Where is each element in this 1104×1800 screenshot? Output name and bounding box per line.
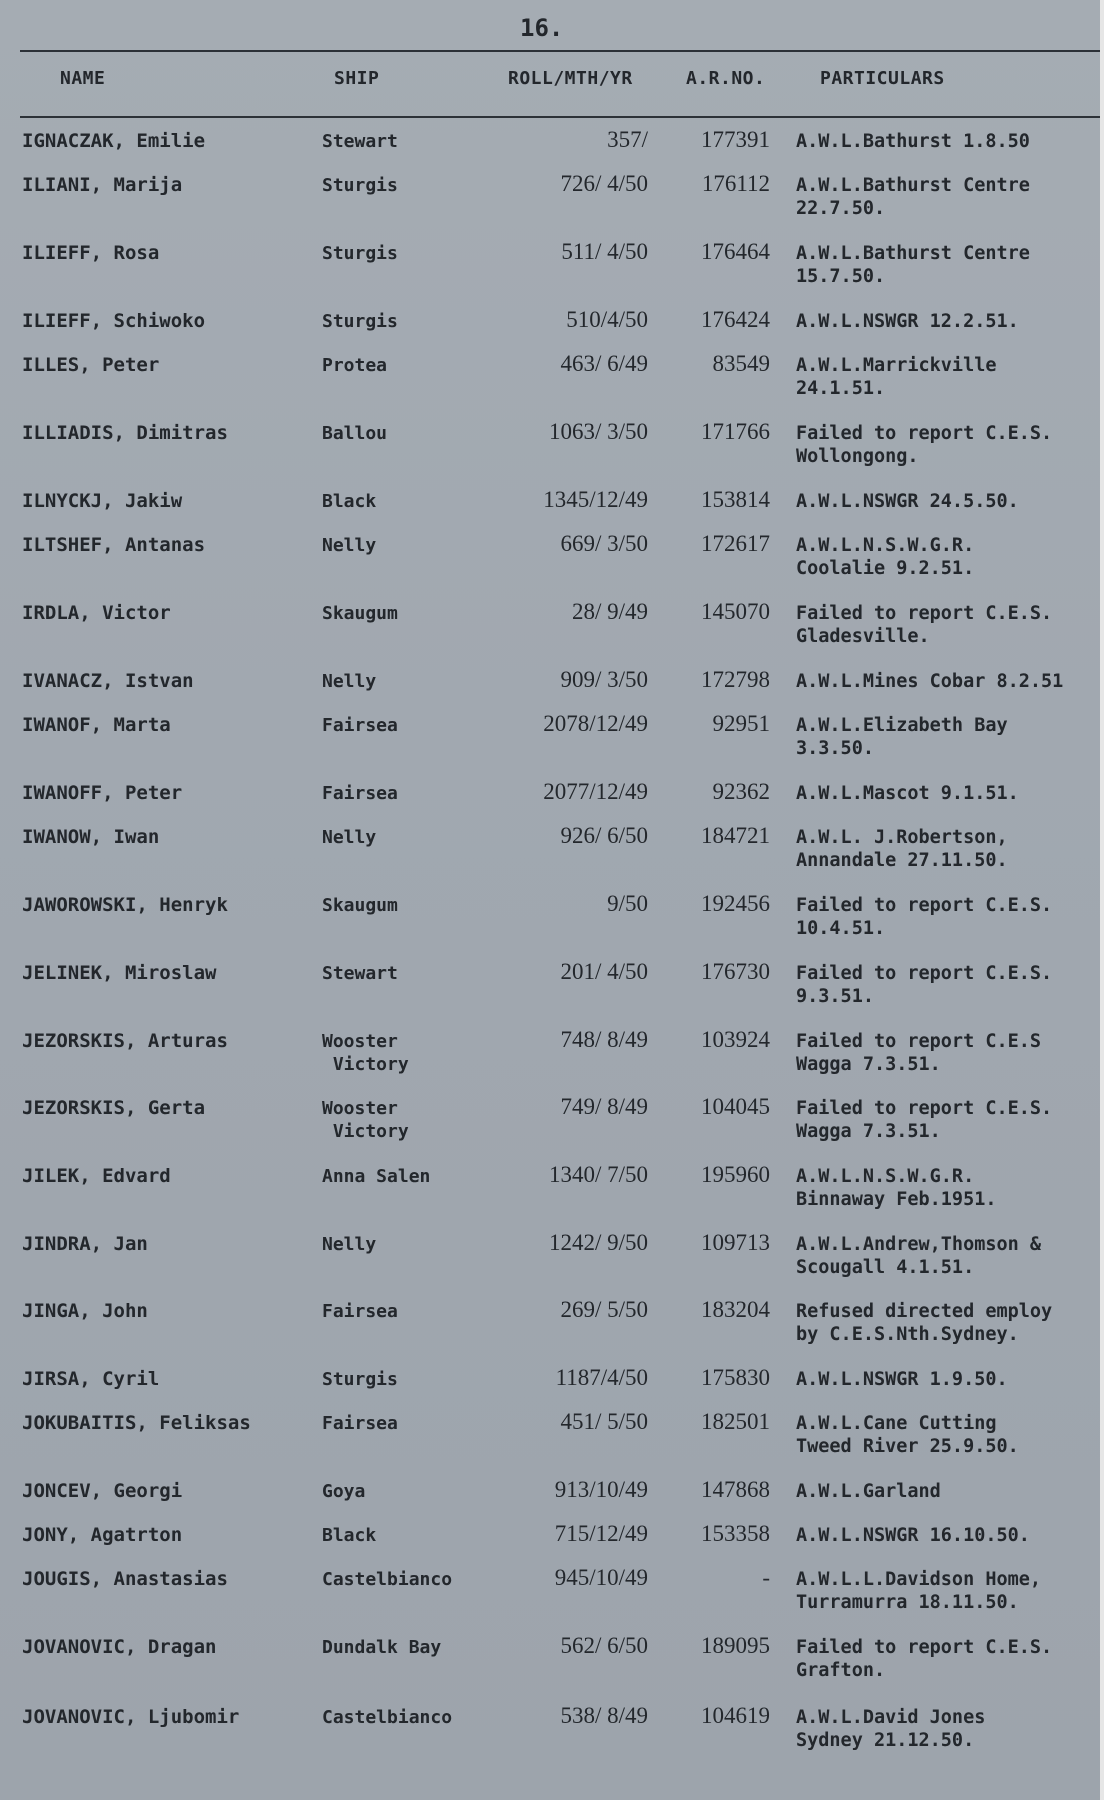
row-roll: 538/ 8/49	[560, 1703, 648, 1728]
row-ship: Wooster Victory	[322, 1031, 409, 1075]
table-row	[0, 1162, 1104, 1231]
row-ar-no: 104619	[701, 1703, 770, 1728]
row-roll: 269/ 5/50	[560, 1297, 648, 1322]
row-ship: Wooster Victory	[322, 1098, 409, 1142]
row-name: ILNYCKJ, Jakiw	[22, 490, 183, 512]
row-roll: 749/ 8/49	[560, 1094, 648, 1119]
header-rule	[20, 116, 1100, 118]
page-number: 16.	[520, 14, 564, 42]
row-ar-no: 189095	[701, 1633, 770, 1658]
row-ship: Nelly	[322, 535, 377, 556]
row-particulars: A.W.L.Bathurst 1.8.50	[796, 131, 1030, 152]
header-name: NAME	[60, 68, 106, 89]
row-ar-no: 176730	[701, 959, 770, 984]
header-ar-no: A.R.NO.	[686, 68, 766, 89]
row-roll: 562/ 6/50	[560, 1633, 648, 1658]
row-particulars: A.W.L.Bathurst Centre 22.7.50.	[796, 175, 1030, 219]
table-row	[0, 1565, 1104, 1634]
header-ship: SHIP	[334, 68, 380, 89]
row-ship: Skaugum	[322, 603, 398, 624]
row-particulars: Failed to report C.E.S. Wagga 7.3.51.	[796, 1098, 1053, 1142]
row-particulars: Failed to report C.E.S Wagga 7.3.51.	[796, 1031, 1042, 1075]
row-name: JELINEK, Miroslaw	[22, 962, 217, 984]
row-ar-no: 182501	[701, 1409, 770, 1434]
row-particulars: A.W.L.L.Davidson Home, Turramurra 18.11.50.	[796, 1569, 1042, 1613]
row-name: JAWOROWSKI, Henryk	[22, 894, 228, 916]
row-name: JOVANOVIC, Ljubomir	[22, 1706, 240, 1728]
row-ar-no: 153358	[701, 1521, 770, 1546]
row-name: IWANOFF, Peter	[22, 782, 183, 804]
row-roll: 463/ 6/49	[560, 351, 648, 376]
row-ship: Stewart	[322, 131, 398, 152]
row-ship: Protea	[322, 355, 388, 376]
row-particulars: A.W.L.N.S.W.G.R. Coolalie 9.2.51.	[796, 535, 975, 579]
row-ar-no: 171766	[701, 419, 770, 444]
row-ar-no: 172798	[701, 667, 770, 692]
row-particulars: A.W.L.Garland	[796, 1481, 941, 1502]
row-roll: 510/4/50	[566, 307, 648, 332]
row-roll: 357/	[607, 127, 648, 152]
table-row	[0, 711, 1104, 780]
row-name: JONY, Agatrton	[22, 1524, 183, 1546]
row-roll: 1063/ 3/50	[548, 419, 648, 444]
table-row	[0, 1633, 1104, 1702]
row-ar-no: 92362	[712, 779, 770, 804]
row-ar-no: 176112	[701, 171, 770, 196]
table-row	[0, 351, 1104, 420]
row-ship: Sturgis	[322, 311, 398, 332]
row-name: JONCEV, Georgi	[22, 1480, 183, 1502]
row-roll: 1242/ 9/50	[548, 1230, 648, 1255]
row-ship: Ballou	[322, 423, 388, 444]
row-name: IGNACZAK, Emilie	[22, 130, 206, 152]
row-particulars: A.W.L.Cane Cutting Tweed River 25.9.50.	[796, 1413, 1019, 1457]
row-ar-no: 183204	[701, 1297, 770, 1322]
row-roll: 511/ 4/50	[561, 239, 648, 264]
row-particulars: A.W.L.Elizabeth Bay 3.3.50.	[796, 715, 1008, 759]
row-ship: Castelbianco	[322, 1707, 453, 1728]
row-ar-no: -	[762, 1565, 770, 1590]
row-roll: 909/ 3/50	[560, 667, 648, 692]
row-particulars: A.W.L.NSWGR 1.9.50.	[796, 1369, 1008, 1390]
row-roll: 726/ 4/50	[560, 171, 648, 196]
row-ship: Sturgis	[322, 243, 398, 264]
row-ar-no: 153814	[701, 487, 770, 512]
row-ar-no: 147868	[701, 1477, 770, 1502]
row-name: JOUGIS, Anastasias	[22, 1568, 228, 1590]
row-roll: 715/12/49	[554, 1521, 648, 1546]
row-ship: Skaugum	[322, 895, 398, 916]
row-roll: 669/ 3/50	[560, 531, 648, 556]
row-ship: Fairsea	[322, 1301, 398, 1322]
row-name: ILTSHEF, Antanas	[22, 534, 206, 556]
table-row	[0, 239, 1104, 308]
row-roll: 1340/ 7/50	[548, 1162, 648, 1187]
table-row	[0, 531, 1104, 600]
row-ship: Castelbianco	[322, 1569, 453, 1590]
row-particulars: A.W.L. J.Robertson, Annandale 27.11.50.	[796, 827, 1008, 871]
row-roll: 1345/12/49	[543, 487, 648, 512]
row-ship: Fairsea	[322, 1413, 398, 1434]
table-row	[0, 1094, 1104, 1163]
row-ar-no: 195960	[701, 1162, 770, 1187]
row-roll: 9/50	[607, 891, 648, 916]
top-rule	[20, 50, 1100, 52]
table-row	[0, 1230, 1104, 1299]
row-name: ILIANI, Marija	[22, 174, 183, 196]
row-particulars: A.W.L.Mines Cobar 8.2.51	[796, 671, 1064, 692]
row-particulars: Failed to report C.E.S. Gladesville.	[796, 603, 1053, 647]
row-particulars: A.W.L.David Jones Sydney 21.12.50.	[796, 1707, 986, 1751]
row-ship: Black	[322, 1525, 377, 1546]
row-particulars: A.W.L.NSWGR 12.2.51.	[796, 311, 1019, 332]
row-roll: 1187/4/50	[555, 1365, 648, 1390]
row-ar-no: 92951	[712, 711, 770, 736]
row-name: JOKUBAITIS, Feliksas	[22, 1412, 251, 1434]
row-particulars: Failed to report C.E.S. 10.4.51.	[796, 895, 1053, 939]
row-particulars: Failed to report C.E.S. Grafton.	[796, 1637, 1053, 1681]
row-ship: Goya	[322, 1481, 366, 1502]
row-particulars: Failed to report C.E.S. 9.3.51.	[796, 963, 1053, 1007]
row-ship: Nelly	[322, 827, 377, 848]
row-name: IRDLA, Victor	[22, 602, 171, 624]
row-particulars: A.W.L.NSWGR 16.10.50.	[796, 1525, 1030, 1546]
row-ar-no: 175830	[701, 1365, 770, 1390]
row-ship: Anna Salen	[322, 1166, 431, 1187]
table-row	[0, 1297, 1104, 1366]
row-name: JILEK, Edvard	[22, 1165, 171, 1187]
row-particulars: A.W.L.Marrickville 24.1.51.	[796, 355, 997, 399]
table-row	[0, 1409, 1104, 1478]
row-particulars: A.W.L.NSWGR 24.5.50.	[796, 491, 1019, 512]
table-row	[0, 823, 1104, 892]
row-ar-no: 192456	[701, 891, 770, 916]
header-roll: ROLL/MTH/YR	[508, 68, 633, 89]
row-ship: Fairsea	[322, 715, 398, 736]
table-row	[0, 891, 1104, 960]
row-name: JINDRA, Jan	[22, 1233, 148, 1255]
row-ar-no: 176424	[701, 307, 770, 332]
row-ship: Nelly	[322, 671, 377, 692]
row-particulars: A.W.L.N.S.W.G.R. Binnaway Feb.1951.	[796, 1166, 997, 1210]
row-name: ILIEFF, Rosa	[22, 242, 160, 264]
row-roll: 201/ 4/50	[560, 959, 648, 984]
row-ship: Black	[322, 491, 377, 512]
row-name: ILLES, Peter	[22, 354, 160, 376]
row-particulars: Failed to report C.E.S. Wollongong.	[796, 423, 1053, 467]
table-row	[0, 171, 1104, 240]
table-row	[0, 599, 1104, 668]
row-ar-no: 177391	[701, 127, 770, 152]
table-row	[0, 1027, 1104, 1096]
row-ar-no: 103924	[701, 1027, 770, 1052]
row-name: IWANOW, Iwan	[22, 826, 160, 848]
row-ar-no: 172617	[701, 531, 770, 556]
row-ar-no: 145070	[701, 599, 770, 624]
row-ar-no: 104045	[701, 1094, 770, 1119]
table-row	[0, 419, 1104, 488]
row-roll: 913/10/49	[554, 1477, 648, 1502]
row-roll: 28/ 9/49	[571, 599, 648, 624]
row-name: JEZORSKIS, Arturas	[22, 1030, 228, 1052]
row-ar-no: 184721	[701, 823, 770, 848]
row-roll: 945/10/49	[554, 1565, 648, 1590]
row-ar-no: 109713	[701, 1230, 770, 1255]
row-particulars: Refused directed employ by C.E.S.Nth.Sydney.	[796, 1301, 1053, 1345]
row-name: JINGA, John	[22, 1300, 148, 1322]
row-roll: 2078/12/49	[543, 711, 648, 736]
header-particulars: PARTICULARS	[820, 68, 945, 89]
row-name: IVANACZ, Istvan	[22, 670, 194, 692]
row-ship: Dundalk Bay	[322, 1637, 442, 1658]
row-particulars: A.W.L.Andrew,Thomson & Scougall 4.1.51.	[796, 1234, 1042, 1278]
row-roll: 926/ 6/50	[560, 823, 648, 848]
table-row	[0, 959, 1104, 1028]
row-name: JOVANOVIC, Dragan	[22, 1636, 217, 1658]
row-ar-no: 176464	[701, 239, 770, 264]
row-ship: Stewart	[322, 963, 398, 984]
row-ship: Sturgis	[322, 175, 398, 196]
row-ar-no: 83549	[712, 351, 770, 376]
row-roll: 451/ 5/50	[560, 1409, 648, 1434]
row-name: ILIEFF, Schiwoko	[22, 310, 206, 332]
row-particulars: A.W.L.Bathurst Centre 15.7.50.	[796, 243, 1030, 287]
row-particulars: A.W.L.Mascot 9.1.51.	[796, 783, 1019, 804]
row-ship: Nelly	[322, 1234, 377, 1255]
row-name: IWANOF, Marta	[22, 714, 171, 736]
row-roll: 2077/12/49	[543, 779, 648, 804]
row-name: JEZORSKIS, Gerta	[22, 1097, 206, 1119]
table-row	[0, 1703, 1104, 1772]
row-name: JIRSA, Cyril	[22, 1368, 160, 1390]
row-name: ILLIADIS, Dimitras	[22, 422, 228, 444]
row-ship: Fairsea	[322, 783, 398, 804]
row-roll: 748/ 8/49	[560, 1027, 648, 1052]
row-ship: Sturgis	[322, 1369, 398, 1390]
